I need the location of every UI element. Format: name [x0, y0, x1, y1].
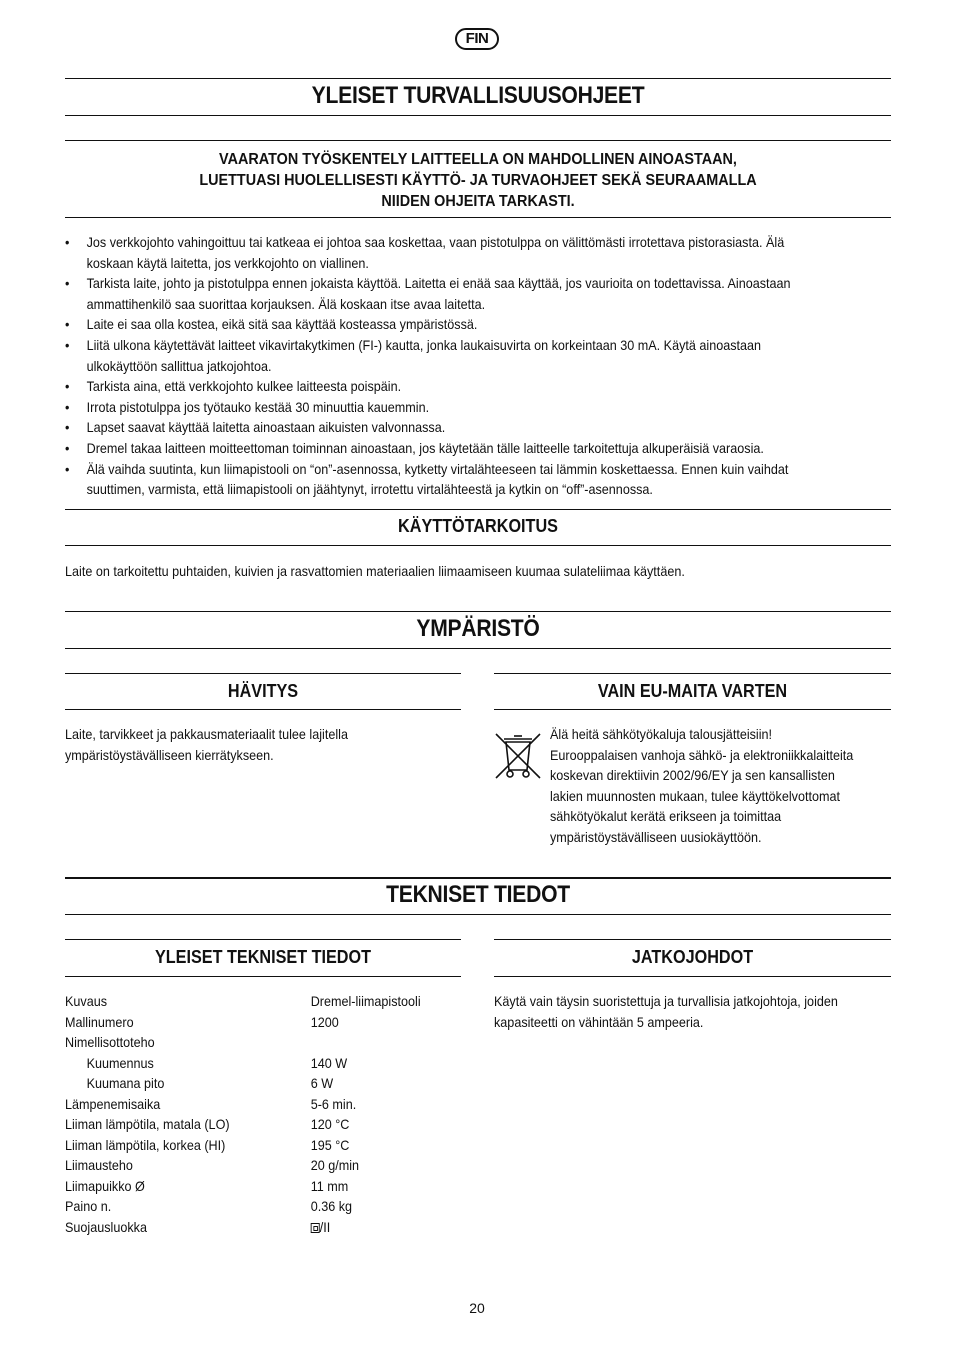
table-row	[65, 991, 421, 1012]
rule	[65, 545, 891, 546]
bullet: •	[65, 234, 70, 250]
text-line: koskevan direktiivin 2002/96/EY ja sen kansallisten	[550, 767, 835, 783]
spec-value: 11 mm	[310, 1177, 349, 1194]
spec-value: Dremel-liimapistooli	[310, 993, 421, 1009]
spec-value: 5-6 min.	[310, 1095, 357, 1112]
item-line: Lapset saavat käyttää laitetta ainoastaan aikuisten valvonnassa.	[86, 419, 446, 436]
extension-title: JATKOJOHDOT	[631, 947, 754, 967]
general-specs-title: YLEISET TEKNISET TIEDOT	[154, 947, 372, 967]
spec-value: 195 °C	[310, 1136, 350, 1153]
list-item	[65, 335, 857, 376]
rule	[65, 877, 891, 879]
spec-key: Liimausteho	[65, 1157, 133, 1173]
item-line: Tarkista laite, johto ja pistotulppa ennen jokaista käyttöä. Laitetta ei enää saa käyttää, jos vaurioita on todettavissa. Ainoastaan	[86, 275, 791, 292]
text-line: Älä heitä sähkötyökaluja talousjätteisiin!	[550, 726, 773, 742]
item-line: ulkokäyttöön sallittua jatkojohtoa.	[86, 357, 272, 374]
rule	[65, 78, 891, 79]
rule	[65, 509, 891, 510]
eu-text	[550, 724, 888, 847]
text-line: Käytä vain täysin suoristettuja ja turvallisia jatkojohtoja, joiden	[494, 993, 838, 1009]
safety-title: YLEISET TURVALLISUUSOHJEET	[311, 82, 645, 109]
rule	[65, 914, 891, 915]
rule	[65, 217, 891, 218]
bullet: •	[65, 439, 70, 456]
text-line: kapasiteetti on vähintään 5 ampeeria.	[494, 1013, 704, 1030]
text-line: Laite, tarvikkeet ja pakkausmateriaalit tulee lajitella	[65, 726, 348, 742]
item-line: Irrota pistotulppa jos työtauko kestää 30 minuuttia kauemmin.	[86, 398, 430, 415]
table-row	[65, 1155, 421, 1176]
page-number: 20	[469, 1300, 485, 1316]
list-item	[65, 397, 857, 418]
spec-key: Liimapuikko Ø	[65, 1177, 145, 1194]
rule	[494, 673, 891, 674]
bullet: •	[65, 336, 70, 353]
spec-key: Nimellisottoteho	[65, 1034, 155, 1050]
rule	[65, 673, 461, 674]
warning-line: VAARATON TYÖSKENTELY LAITTEELLA ON MAHDOLLINEN AINOASTAAN,	[219, 151, 737, 168]
bullet: •	[65, 316, 70, 333]
list-item	[65, 273, 857, 314]
bullet: •	[65, 378, 70, 395]
rule	[65, 939, 461, 940]
spec-key: Kuumennus	[86, 1054, 154, 1071]
item-line: Jos verkkojohto vahingoittuu tai katkeaa ei johtoa saa koskettaa, vaan pistotulppa on välittömästi irrotettava pistorasiasta. Älä	[86, 234, 785, 250]
rule	[65, 709, 461, 710]
rule	[494, 709, 891, 710]
rule	[65, 140, 891, 141]
safety-warning	[106, 149, 849, 212]
list-item	[65, 314, 857, 335]
table-row	[65, 1094, 421, 1115]
list-item	[65, 376, 857, 397]
table-row	[65, 1053, 421, 1074]
language-badge: FIN	[455, 28, 499, 50]
rule	[65, 611, 891, 612]
text-line: lakien muunnosten mukaan, tulee käyttökelvottomat	[550, 787, 840, 804]
spec-value: 6 W	[310, 1075, 334, 1091]
specs-table	[65, 991, 421, 1237]
safety-list	[65, 232, 857, 500]
spec-value: 140 W	[310, 1054, 348, 1071]
spec-value: 20 g/min	[310, 1157, 360, 1173]
eu-title: VAIN EU-MAITA VARTEN	[597, 681, 788, 701]
spec-key: Suojausluokka	[65, 1218, 147, 1235]
warning-line: LUETTUASI HUOLELLISESTI KÄYTTÖ- JA TURVAOHJEET SEKÄ SEURAAMALLA	[199, 172, 757, 189]
item-line: Tarkista aina, että verkkojohto kulkee laitteesta poispäin.	[86, 378, 402, 395]
tech-title: TEKNISET TIEDOT	[386, 881, 570, 908]
spec-value: 1200	[310, 1013, 339, 1030]
crossed-out-wheelie-bin-icon	[494, 730, 542, 782]
text-line: ympäristöystävälliseen kierrätykseen.	[65, 746, 274, 763]
spec-value: 0.36 kg	[310, 1198, 353, 1214]
table-row	[65, 1196, 421, 1217]
text-line: sähkötyökalut kerätä erikseen ja toimittaa	[550, 808, 782, 824]
rule	[494, 939, 891, 940]
spec-key: Kuumana pito	[86, 1075, 165, 1091]
rule	[65, 115, 891, 116]
rule	[494, 976, 891, 977]
spec-value	[311, 1217, 421, 1238]
item-line: Laite ei saa olla kostea, eikä sitä saa käyttää kosteassa ympäristössä.	[86, 316, 478, 333]
disposal-title: HÄVITYS	[227, 681, 299, 701]
text-line: ympäristöystävälliseen uusiokäyttöön.	[550, 828, 762, 845]
table-row	[65, 1135, 421, 1156]
spec-value	[311, 1032, 421, 1053]
environment-title: YMPÄRISTÖ	[416, 615, 540, 642]
bullet: •	[65, 460, 70, 477]
purpose-text: Laite on tarkoitettu puhtaiden, kuivien ja rasvattomien materiaalien liimaamiseen kuumaa sulateliimaa käyttäen.	[65, 563, 685, 579]
list-item	[65, 417, 857, 438]
table-row	[65, 1073, 421, 1094]
spec-key: Lämpenemisaika	[65, 1095, 161, 1112]
table-row	[65, 1032, 421, 1053]
item-line: Liitä ulkona käytettävät laitteet vikavirtakytkimen (FI-) kautta, jonka laukaisuvirta on korkeintaan 30 mA. Käytä ainoastaan	[86, 336, 762, 353]
rule	[65, 648, 891, 649]
bullet: •	[65, 398, 70, 415]
item-line: suuttimen, varmista, että liimapistooli on jäähtynyt, irrotettu virtalähteestä ja kytkin on “off”-asennossa.	[86, 481, 653, 498]
spec-key: Paino n.	[65, 1198, 112, 1214]
disposal-text	[65, 724, 452, 765]
double-insulation-icon	[311, 1223, 320, 1233]
spec-key: Liiman lämpötila, korkea (HI)	[65, 1136, 226, 1153]
table-row	[65, 1114, 421, 1135]
table-row	[65, 1012, 421, 1033]
rule	[65, 976, 461, 977]
purpose-title: KÄYTTÖTARKOITUS	[398, 516, 558, 536]
bullet: •	[65, 275, 70, 292]
protection-class-value: /II	[319, 1218, 331, 1235]
item-line: ammattihenkilö saa suorittaa korjauksen. Älä koskaan itse avaa laitetta.	[86, 295, 486, 312]
item-line: Älä vaihda suutinta, kun liimapistooli on “on”-asennossa, kytketty virtalähteeseen tai lämmin koskettaessa. Ennen kuin vaihdat	[86, 460, 789, 477]
spec-key: Mallinumero	[65, 1013, 134, 1030]
spec-value: 120 °C	[310, 1116, 350, 1132]
list-item	[65, 459, 857, 500]
item-line: koskaan käytä laitetta, jos verkkojohto on viallinen.	[86, 254, 369, 271]
warning-line: NIIDEN OHJEITA TARKASTI.	[381, 193, 575, 210]
spec-key: Kuvaus	[65, 993, 108, 1009]
table-row	[65, 1176, 421, 1197]
table-row	[65, 1217, 421, 1238]
bullet: •	[65, 419, 70, 436]
list-item	[65, 232, 857, 273]
text-line: Eurooppalaisen vanhoja sähkö- ja elektroniikkalaitteita	[550, 746, 854, 763]
list-item	[65, 438, 857, 459]
item-line: Dremel takaa laitteen moitteettoman toiminnan ainoastaan, jos käytetään tälle laitteelle tarkoitettuja alkuperäisiä varaosia.	[86, 439, 764, 456]
extension-text	[494, 991, 890, 1032]
spec-key: Liiman lämpötila, matala (LO)	[65, 1116, 230, 1132]
